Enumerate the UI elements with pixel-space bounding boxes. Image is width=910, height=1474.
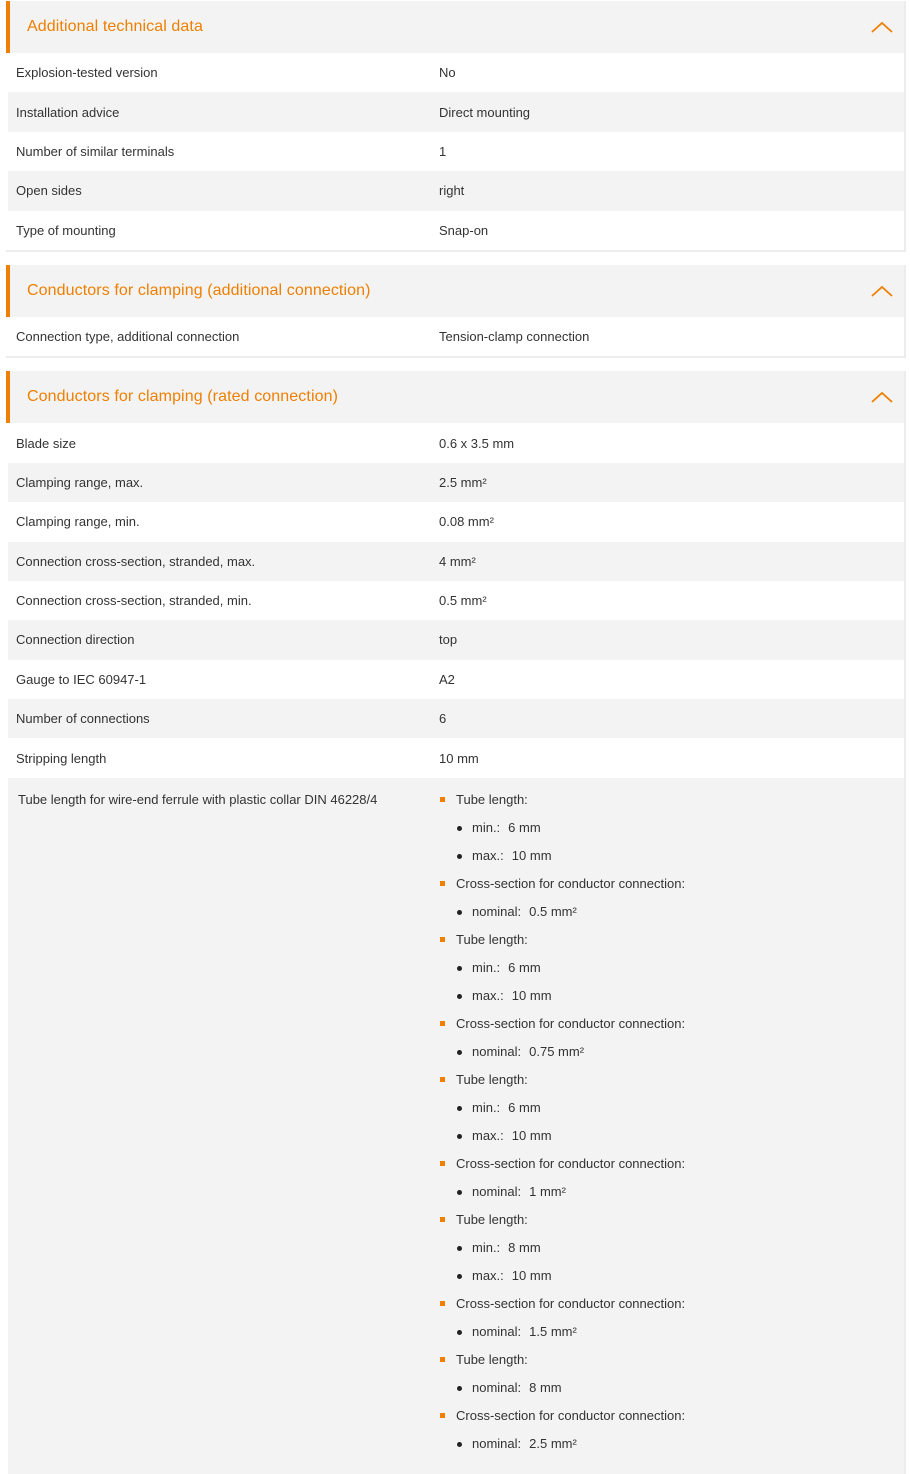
spec-group-heading <box>439 1352 904 1380</box>
spec-group-heading <box>439 792 904 820</box>
row-label: Open sides <box>16 183 82 199</box>
table-row <box>8 542 904 581</box>
row-value: Direct mounting <box>439 104 531 120</box>
section-header-conductors-rated-connection[interactable] <box>6 371 904 423</box>
section-header-conductors-additional-connection[interactable] <box>6 265 904 317</box>
spec-item-key: nominal: <box>472 1379 522 1395</box>
row-label: Connection type, additional connection <box>16 329 240 345</box>
spec-item <box>439 960 904 988</box>
spec-group-text: Cross-section for conductor connection: <box>456 1015 686 1031</box>
spec-item-value: 1.5 mm² <box>529 1323 577 1339</box>
row-value: 10 mm <box>439 750 479 766</box>
spec-item-value: 8 mm <box>529 1379 562 1395</box>
section-header-additional-technical-data[interactable] <box>6 1 904 53</box>
row-label: Installation advice <box>16 104 120 120</box>
chevron-up-icon[interactable] <box>870 15 894 39</box>
row-label: Explosion-tested version <box>16 65 158 81</box>
row-label: Connection cross-section, stranded, min. <box>16 593 252 609</box>
spec-group-text: Tube length: <box>456 791 528 807</box>
spec-item <box>439 1240 904 1268</box>
row-label: Stripping length <box>16 750 107 766</box>
table-row <box>8 581 904 620</box>
table-row <box>8 423 904 462</box>
spec-item <box>439 1268 904 1296</box>
spec-item <box>439 904 904 932</box>
row-label: Connection direction <box>16 632 135 648</box>
spec-item-key: max.: <box>472 1127 504 1143</box>
spec-item <box>439 1128 904 1156</box>
section-title: Conductors for clamping (rated connection) <box>27 388 339 406</box>
spec-item-value: 10 mm <box>511 847 552 863</box>
spec-item-value: 10 mm <box>511 987 552 1003</box>
spec-item-value: 6 mm <box>508 1099 541 1115</box>
row-value: Tension-clamp connection <box>439 329 590 345</box>
spec-item-value: 8 mm <box>508 1239 541 1255</box>
spec-group-text: Tube length: <box>456 931 528 947</box>
spec-group-text: Cross-section for conductor connection: <box>456 1155 686 1171</box>
spec-item-key: max.: <box>472 987 504 1003</box>
spec-group-text: Cross-section for conductor connection: <box>456 1295 686 1311</box>
spec-group-heading <box>439 1072 904 1100</box>
row-value: A2 <box>439 671 455 687</box>
table-row <box>8 211 904 250</box>
row-value: top <box>439 632 458 648</box>
chevron-up-icon[interactable] <box>870 385 894 409</box>
section-title: Conductors for clamping (additional connection) <box>27 281 371 299</box>
spec-group-heading <box>439 1016 904 1044</box>
row-label: Tube length for wire-end ferrule with plastic collar DIN 46228/4 <box>18 791 378 807</box>
row-label: Clamping range, max. <box>16 474 144 490</box>
row-value: No <box>439 65 456 81</box>
row-label: Blade size <box>16 435 76 451</box>
spec-item-key: max.: <box>472 1267 504 1283</box>
spec-item-key: nominal: <box>472 1043 522 1059</box>
section-conductors-additional-connection <box>6 265 906 358</box>
row-value: 1 <box>439 143 447 159</box>
table-row <box>8 92 904 131</box>
spec-item <box>439 820 904 848</box>
spec-item-key: nominal: <box>472 1183 522 1199</box>
table-row <box>8 463 904 502</box>
spec-item-value: 1 mm² <box>529 1183 566 1199</box>
spec-item-value: 2.5 mm² <box>529 1435 577 1451</box>
spec-item-key: nominal: <box>472 903 522 919</box>
spec-group-text: Tube length: <box>456 1211 528 1227</box>
spec-item-key: min.: <box>472 959 501 975</box>
row-value <box>439 792 904 1464</box>
row-label: Clamping range, min. <box>16 514 140 530</box>
spec-item-key: nominal: <box>472 1435 522 1451</box>
spec-item-key: max.: <box>472 847 504 863</box>
section-rows <box>8 423 904 1474</box>
spec-item-value: 0.5 mm² <box>529 903 577 919</box>
spec-group-heading <box>439 1156 904 1184</box>
spec-item <box>439 1184 904 1212</box>
row-value: 6 <box>439 711 447 727</box>
spec-item-value: 10 mm <box>511 1267 552 1283</box>
spec-item-key: nominal: <box>472 1323 522 1339</box>
spec-item <box>439 1324 904 1352</box>
spec-group-heading <box>439 1296 904 1324</box>
spec-item <box>439 1436 904 1464</box>
table-row <box>8 317 904 356</box>
section-additional-technical-data <box>6 1 906 252</box>
row-label: Number of similar terminals <box>16 143 175 159</box>
row-label: Type of mounting <box>16 222 116 238</box>
row-value: 0.6 x 3.5 mm <box>439 435 515 451</box>
spec-group-heading <box>439 1408 904 1436</box>
row-value: Snap-on <box>439 222 489 238</box>
spec-group-heading <box>439 1212 904 1240</box>
spec-item-key: min.: <box>472 1239 501 1255</box>
spec-item-key: min.: <box>472 1099 501 1115</box>
table-row-ferrule <box>8 778 904 1474</box>
row-value: 0.08 mm² <box>439 514 494 530</box>
table-row <box>8 660 904 699</box>
table-row <box>8 738 904 777</box>
table-row <box>8 132 904 171</box>
spec-group-text: Tube length: <box>456 1071 528 1087</box>
row-label: Connection cross-section, stranded, max. <box>16 553 256 569</box>
section-rows <box>8 317 904 356</box>
spec-item <box>439 1100 904 1128</box>
table-row <box>8 620 904 659</box>
spec-group-text: Cross-section for conductor connection: <box>456 875 686 891</box>
row-label: Gauge to IEC 60947-1 <box>16 671 147 687</box>
row-value: 4 mm² <box>439 553 476 569</box>
spec-item <box>439 848 904 876</box>
spec-group-text: Tube length: <box>456 1351 528 1367</box>
spec-group-heading <box>439 876 904 904</box>
section-title: Additional technical data <box>27 18 203 35</box>
table-row <box>8 699 904 738</box>
section-conductors-rated-connection <box>6 371 906 1474</box>
spec-item <box>439 1044 904 1072</box>
row-label: Number of connections <box>16 711 150 727</box>
row-value: 2.5 mm² <box>439 474 487 490</box>
table-row <box>8 502 904 541</box>
chevron-up-icon[interactable] <box>870 279 894 303</box>
section-rows <box>8 53 904 250</box>
spec-item <box>439 1380 904 1408</box>
row-value: right <box>439 183 465 199</box>
spec-item-value: 0.75 mm² <box>529 1043 585 1059</box>
row-value: 0.5 mm² <box>439 593 487 609</box>
spec-item-value: 10 mm <box>511 1127 552 1143</box>
spec-item <box>439 988 904 1016</box>
table-row <box>8 53 904 92</box>
spec-group-heading <box>439 932 904 960</box>
spec-item-value: 6 mm <box>508 819 541 835</box>
spec-item-value: 6 mm <box>508 959 541 975</box>
ferrule-spec-list <box>439 792 904 1464</box>
spec-item-key: min.: <box>472 819 501 835</box>
table-row <box>8 171 904 210</box>
spec-group-text: Cross-section for conductor connection: <box>456 1407 686 1423</box>
